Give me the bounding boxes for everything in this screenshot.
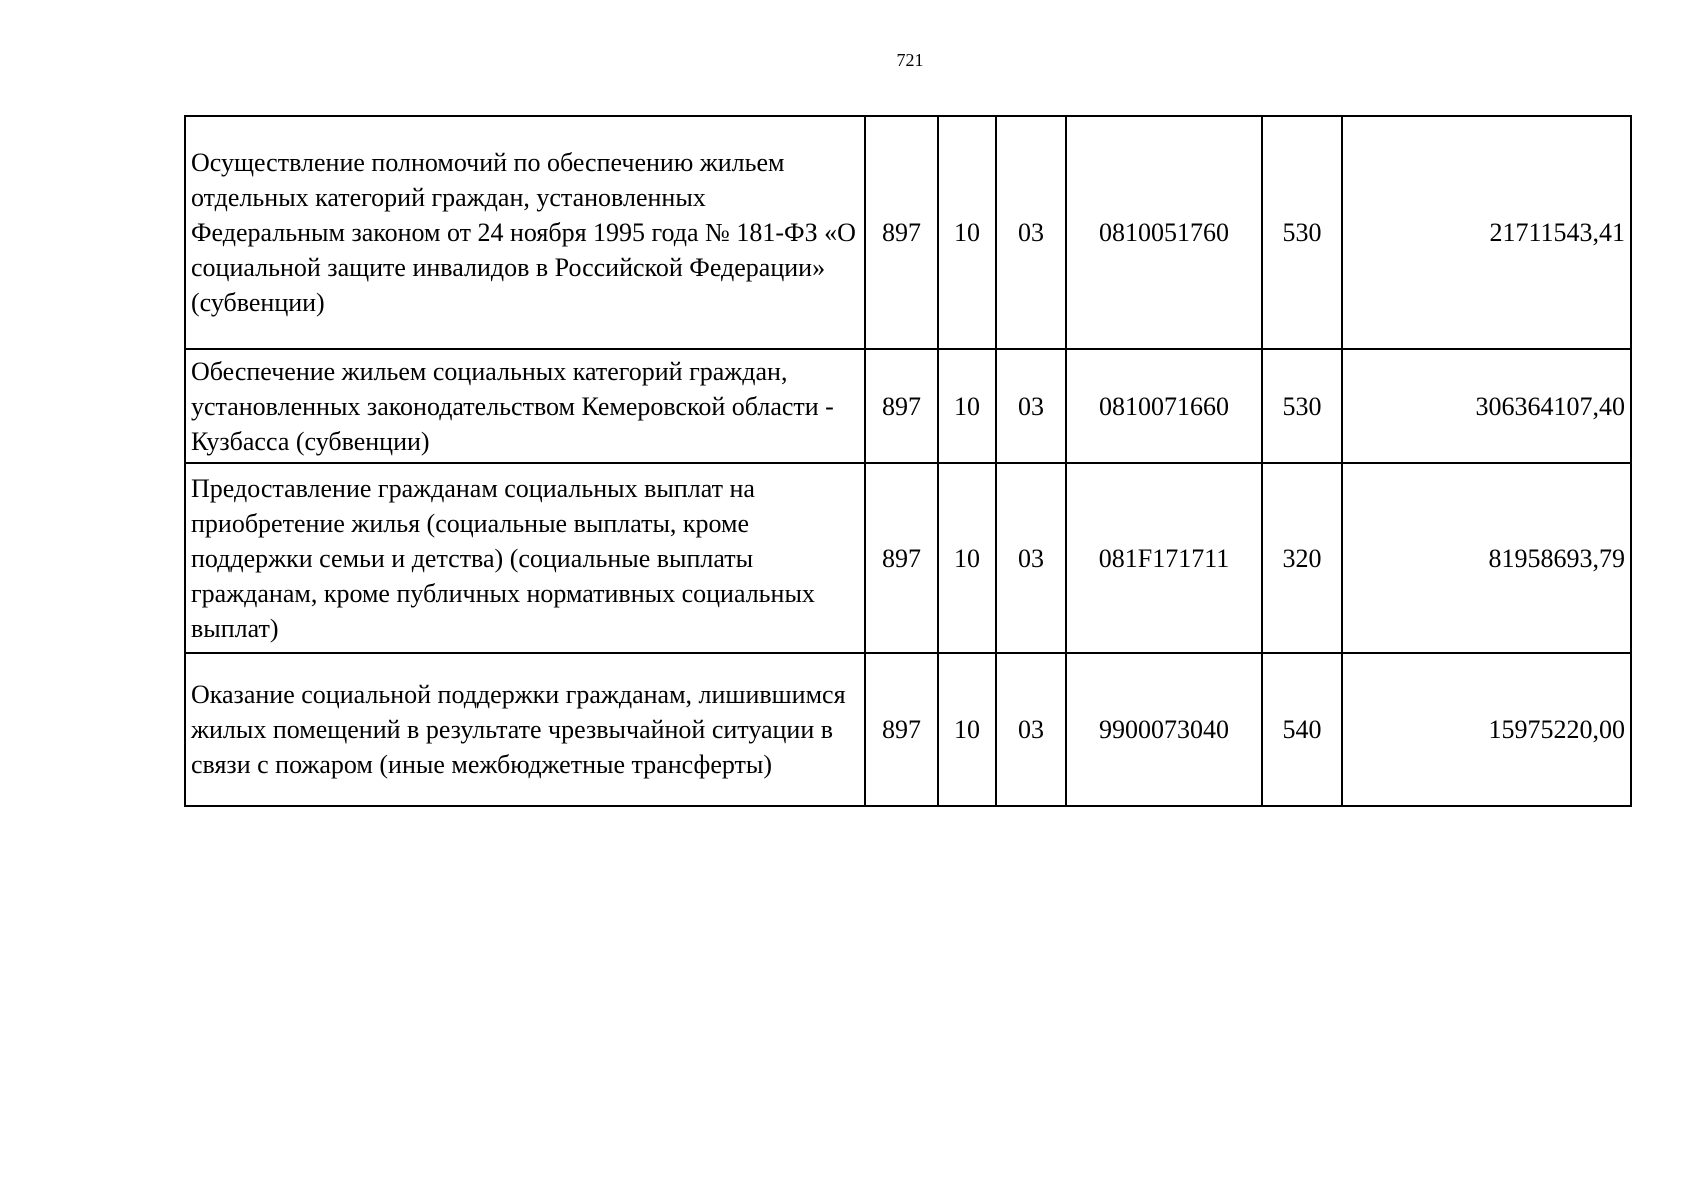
amount-value: 306364107,40: [1342, 349, 1631, 463]
table-row: [185, 463, 1631, 653]
expense-type-code: 540: [1262, 653, 1342, 806]
target-article-code: 0810051760: [1066, 116, 1262, 349]
subsection-code: 03: [996, 463, 1066, 653]
target-article-code: 9900073040: [1066, 653, 1262, 806]
page-number: 721: [896, 50, 924, 70]
subsection-code: 03: [996, 116, 1066, 349]
expense-description: Оказание социальной поддержки гражданам, лишившимся жилых помещений в результате чрезвычайной ситуации в связи с пожаром (иные межбюджетные трансферты): [185, 653, 865, 806]
section-code: 10: [938, 653, 996, 806]
table-row: [185, 653, 1631, 806]
expense-description: Обеспечение жильем социальных категорий граждан, установленных законодательством Кемеровской области - Кузбасса (субвенции): [185, 349, 865, 463]
ministry-code: 897: [865, 463, 938, 653]
expense-description: Предоставление гражданам социальных выплат на приобретение жилья (социальные выплаты, кроме поддержки семьи и детства) (социальные выплаты гражданам, кроме публичных нормативных социальных выплат): [185, 463, 865, 653]
subsection-code: 03: [996, 349, 1066, 463]
ministry-code: 897: [865, 653, 938, 806]
ministry-code: 897: [865, 116, 938, 349]
budget-table: [184, 115, 1632, 807]
expense-type-code: 530: [1262, 116, 1342, 349]
target-article-code: 081F171711: [1066, 463, 1262, 653]
expense-type-code: 320: [1262, 463, 1342, 653]
amount-value: 15975220,00: [1342, 653, 1631, 806]
table-row: [185, 349, 1631, 463]
ministry-code: 897: [865, 349, 938, 463]
target-article-code: 0810071660: [1066, 349, 1262, 463]
section-code: 10: [938, 349, 996, 463]
expense-type-code: 530: [1262, 349, 1342, 463]
table-row: [185, 116, 1631, 349]
section-code: 10: [938, 463, 996, 653]
amount-value: 21711543,41: [1342, 116, 1631, 349]
amount-value: 81958693,79: [1342, 463, 1631, 653]
expense-description: Осуществление полномочий по обеспечению жильем отдельных категорий граждан, установленных Федеральным законом от 24 ноября 1995 года № 181-ФЗ «О социальной защите инвалидов в Российской Федерации» (субвенции): [185, 116, 865, 349]
section-code: 10: [938, 116, 996, 349]
subsection-code: 03: [996, 653, 1066, 806]
